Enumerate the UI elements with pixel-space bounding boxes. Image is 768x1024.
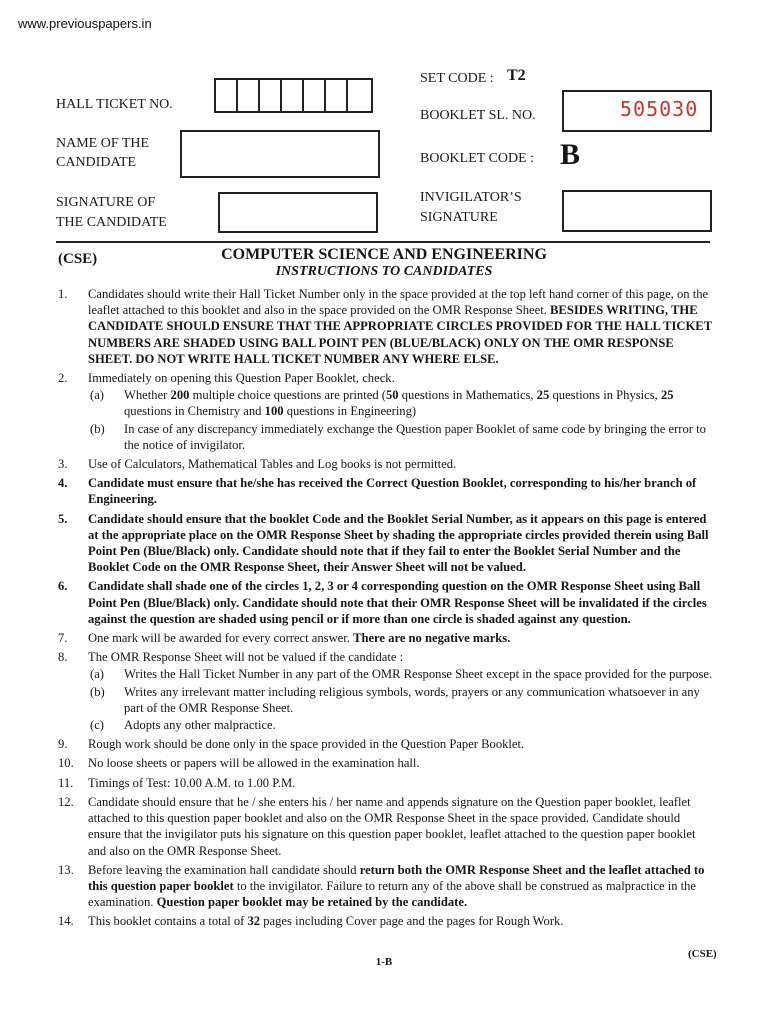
name-label-line1: NAME OF THE [56,136,150,151]
signature-label-line2: THE CANDIDATE [56,215,167,230]
instruction-number: 4. [58,476,68,491]
instruction-text: Candidate should ensure that he / she enters his / her name and appends signature on the Question paper booklet, leaflet attached to this question paper booklet and also on the OMR Response Sheet in the space provided. Candidate should ensure that the invigilator puts his signature on this question paper booklet, leaflet attached to the question paper booklet and also on the OMR Response Sheet. [88,794,696,858]
instruction-subitem-2b [88,421,716,453]
hall-ticket-boxes[interactable] [214,78,373,113]
set-code-value: T2 [507,67,526,84]
instruction-number: 6. [58,579,68,594]
subitem-number: (b) [90,421,105,436]
booklet-code-value: B [560,138,581,171]
page-number: 1-B [375,956,393,968]
instruction-text: pages including Cover page and the pages for Rough Work. [263,914,564,929]
subitem-text: Writes the Hall Ticket Number in any part of the OMR Response Sheet except in the space provided for the purpose. [124,667,713,682]
instruction-number: 7. [58,631,68,646]
hall-ticket-cell[interactable] [236,80,238,111]
instruction-number: 3. [58,457,68,472]
booklet-code-label: BOOKLET CODE : [420,151,535,166]
instruction-bold-text: return both the OMR Response Sheet and the leaflet attached to this question paper booklet [88,862,705,893]
instruction-number: 12. [58,794,74,809]
instruction-item-11 [56,775,716,791]
subitem-number: (c) [90,718,104,733]
instruction-text: One mark will be awarded for every correct answer. [88,631,350,646]
instruction-text: to the invigilator. Failure to return any of the above shall be construed as malpractice in the examination. [88,878,697,910]
booklet-sl-label: BOOKLET SL. NO. [420,108,536,123]
hall-ticket-label: HALL TICKET NO. [56,97,173,112]
instruction-text: Rough work should be done only in the space provided in the Question Paper Booklet. [88,737,525,752]
instruction-subitem-2a [88,387,716,419]
subitem-text: Adopts any other malpractice. [124,718,276,733]
instruction-text: Use of Calculators, Mathematical Tables and Log books is not permitted. [88,457,457,472]
invigilator-label-line2: SIGNATURE [420,210,498,225]
signature-label-line1: SIGNATURE OF [56,195,156,210]
hall-ticket-cell[interactable] [280,80,282,111]
footer-code: (CSE) [688,948,717,960]
instructions-list [56,286,716,933]
subitem-text: questions in Engineering) [286,404,417,419]
instruction-item-6 [56,578,716,627]
instruction-number: 2. [58,371,68,386]
instruction-text: This booklet contains a total of [88,914,245,929]
booklet-sl-box [562,90,712,132]
instruction-text: Before leaving the examination hall candidate should [88,862,357,877]
subitem-text: multiple choice questions are printed ( [192,388,386,403]
question-count: 25 [536,388,550,403]
set-code-label: SET CODE : [420,71,494,86]
instruction-subitem-8b [88,684,716,716]
name-label-line2: CANDIDATE [56,155,137,170]
page-count: 32 [247,914,261,929]
instruction-number: 10. [58,756,74,771]
instruction-text: Immediately on opening this Question Paper Booklet, check. [88,371,395,386]
subitem-number: (a) [90,388,104,403]
hall-ticket-cell[interactable] [258,80,260,111]
hall-ticket-cell[interactable] [324,80,326,111]
instruction-subitem-8a [88,666,716,682]
instruction-item-7 [56,630,716,646]
instruction-item-8 [56,649,716,733]
invigilator-label-line1: INVIGILATOR’S [420,190,522,205]
instruction-subitem-8c [88,717,716,733]
instruction-text: Candidate must ensure that he/she has received the Correct Question Booklet, corresponding to his/her branch of Engineering. [88,476,697,507]
subitem-number: (b) [90,684,105,699]
instruction-bold-text: BESIDES WRITING, THE CANDIDATE SHOULD ENSURE THAT THE APPROPRIATE CIRCLES PROVIDED FOR THE HALL TICKET NUMBERS ARE SHADED USING BALL POINT PEN (BLUE/BLACK) ONLY ON THE OMR RESPONSE SHEET. DO NOT WRITE HALL TICKET NUMBER ANY WHERE ELSE. [88,303,712,366]
site-url[interactable]: www.previouspapers.in [18,16,152,31]
instruction-item-5 [56,511,716,576]
header-divider [56,241,710,243]
subitem-text: questions in Physics, [552,388,658,403]
instruction-number: 11. [58,775,74,790]
candidate-signature-field[interactable] [218,192,378,233]
instruction-text: The OMR Response Sheet will not be valued if the candidate : [88,650,404,665]
section-code: (CSE) [58,251,98,267]
instruction-text: Candidates should write their Hall Ticket Number only in the space provided at the top left hand corner of this page, on the leaflet attached to this booklet and also in the space provided on the OMR Response Sheet. [88,287,709,318]
question-count: 25 [660,388,674,403]
subitem-number: (a) [90,667,104,682]
page-subtitle: INSTRUCTIONS TO CANDIDATES [275,264,493,279]
instruction-item-14 [56,913,716,929]
instruction-bold-text: Question paper booklet may be retained by the candidate. [156,895,468,910]
question-count: 50 [385,388,399,403]
instruction-item-10 [56,755,716,771]
instruction-bold-text: There are no negative marks. [353,631,511,646]
instruction-item-9 [56,736,716,752]
invigilator-signature-field[interactable] [562,190,712,232]
candidate-name-field[interactable] [180,130,380,178]
instruction-number: 14. [58,914,74,929]
instruction-item-4 [56,475,716,507]
instruction-number: 5. [58,511,68,526]
instruction-item-3 [56,456,716,472]
page-title: COMPUTER SCIENCE AND ENGINEERING [221,246,547,263]
instruction-item-2 [56,370,716,453]
subitem-text: Writes any irrelevant matter including religious symbols, words, prayers or any communication whatsoever in any part of the OMR Response Sheet. [124,684,700,715]
question-count: 200 [170,388,190,403]
subitem-text: questions in Chemistry and [124,404,262,419]
instruction-number: 13. [58,862,74,877]
instruction-number: 9. [58,737,68,752]
subitem-text: In case of any discrepancy immediately exchange the Question paper Booklet of same code by bringing the error to the notice of invigilator. [124,421,706,452]
instruction-number: 8. [58,650,68,665]
question-count: 100 [264,404,284,419]
instruction-number: 1. [58,287,68,301]
instruction-item-12 [56,794,716,859]
instruction-item-1 [56,286,716,367]
subitem-text: questions in Mathematics, [401,388,534,403]
booklet-sl-value: 505030 [620,97,699,121]
instruction-text: Candidate should ensure that the booklet Code and the Booklet Serial Number, as it appears on this page is entered at the appropriate place on the OMR Response Sheet by shading the appropriate circles provided therein using Ball Point Pen (Blue/Black) only. Candidate should note that if they fail to enter the Booklet Serial Number and the Booklet Code on the OMR Response Sheet, their Answer Sheet will not be valued. [88,511,709,575]
instruction-text: Timings of Test: 10.00 A.M. to 1.00 P.M. [88,775,296,790]
instruction-text: Candidate shall shade one of the circles 1, 2, 3 or 4 corresponding question on the OMR Response Sheet using Ball Point Pen (Blue/Black) only. Candidate should note that their OMR Response Sheet will be invalidated if the circles against the question are shaded using pencil or if more than one circle is shaded against any question. [88,579,707,626]
instruction-text: No loose sheets or papers will be allowed in the examination hall. [88,756,420,771]
subitem-text: Whether [124,388,168,403]
instruction-item-13 [56,862,716,911]
hall-ticket-cell[interactable] [346,80,348,111]
hall-ticket-cell[interactable] [302,80,304,111]
